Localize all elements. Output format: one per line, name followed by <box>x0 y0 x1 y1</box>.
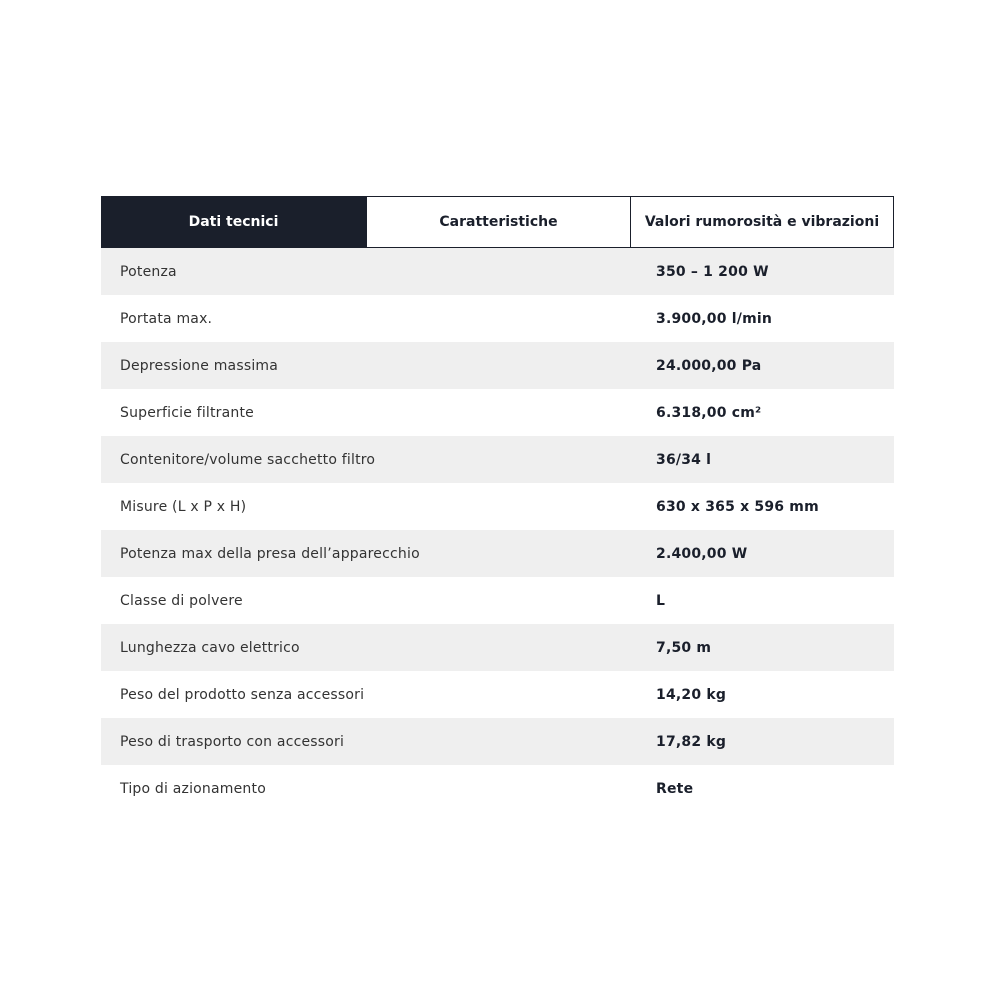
spec-value: 350 – 1 200 W <box>656 263 769 280</box>
spec-value: 3.900,00 l/min <box>656 310 773 327</box>
spec-value: 2.400,00 W <box>656 545 748 562</box>
spec-value: 7,50 m <box>656 639 712 656</box>
spec-value: L <box>656 592 666 609</box>
spec-value: 24.000,00 Pa <box>656 357 762 374</box>
spec-row <box>101 624 894 671</box>
spec-row <box>101 765 894 812</box>
tab-caratteristiche[interactable]: Caratteristiche <box>366 196 630 248</box>
spec-row <box>101 342 894 389</box>
spec-row <box>101 530 894 577</box>
spec-row <box>101 248 894 295</box>
specs-table <box>101 248 894 812</box>
spec-row <box>101 577 894 624</box>
spec-value: 17,82 kg <box>656 733 727 750</box>
spec-label: Classe di polvere <box>120 592 243 609</box>
spec-label: Lunghezza cavo elettrico <box>120 639 300 656</box>
spec-label: Misure (L x P x H) <box>120 498 247 515</box>
spec-label: Portata max. <box>120 310 213 327</box>
spec-value: 14,20 kg <box>656 686 727 703</box>
spec-label: Superficie filtrante <box>120 404 254 421</box>
spec-row <box>101 389 894 436</box>
spec-label: Peso di trasporto con accessori <box>120 733 345 750</box>
spec-label: Tipo di azionamento <box>120 780 266 797</box>
spec-row <box>101 483 894 530</box>
spec-label: Contenitore/volume sacchetto filtro <box>120 451 376 468</box>
spec-value: Rete <box>656 780 694 797</box>
spec-value: 6.318,00 cm² <box>656 404 762 421</box>
spec-label: Potenza max della presa dell’apparecchio <box>120 545 420 562</box>
technical-data-panel <box>101 196 894 812</box>
spec-label: Depressione massima <box>120 357 279 374</box>
spec-value: 630 x 365 x 596 mm <box>656 498 819 515</box>
spec-value: 36/34 l <box>656 451 712 468</box>
spec-row <box>101 436 894 483</box>
tab-dati-tecnici[interactable]: Dati tecnici <box>101 196 366 248</box>
spec-label: Potenza <box>120 263 177 280</box>
spec-label: Peso del prodotto senza accessori <box>120 686 365 703</box>
spec-row <box>101 718 894 765</box>
tab-valori-rumorosita[interactable]: Valori rumorosità e vibrazioni <box>630 196 894 248</box>
spec-row <box>101 295 894 342</box>
spec-row <box>101 671 894 718</box>
tab-bar <box>101 196 894 248</box>
